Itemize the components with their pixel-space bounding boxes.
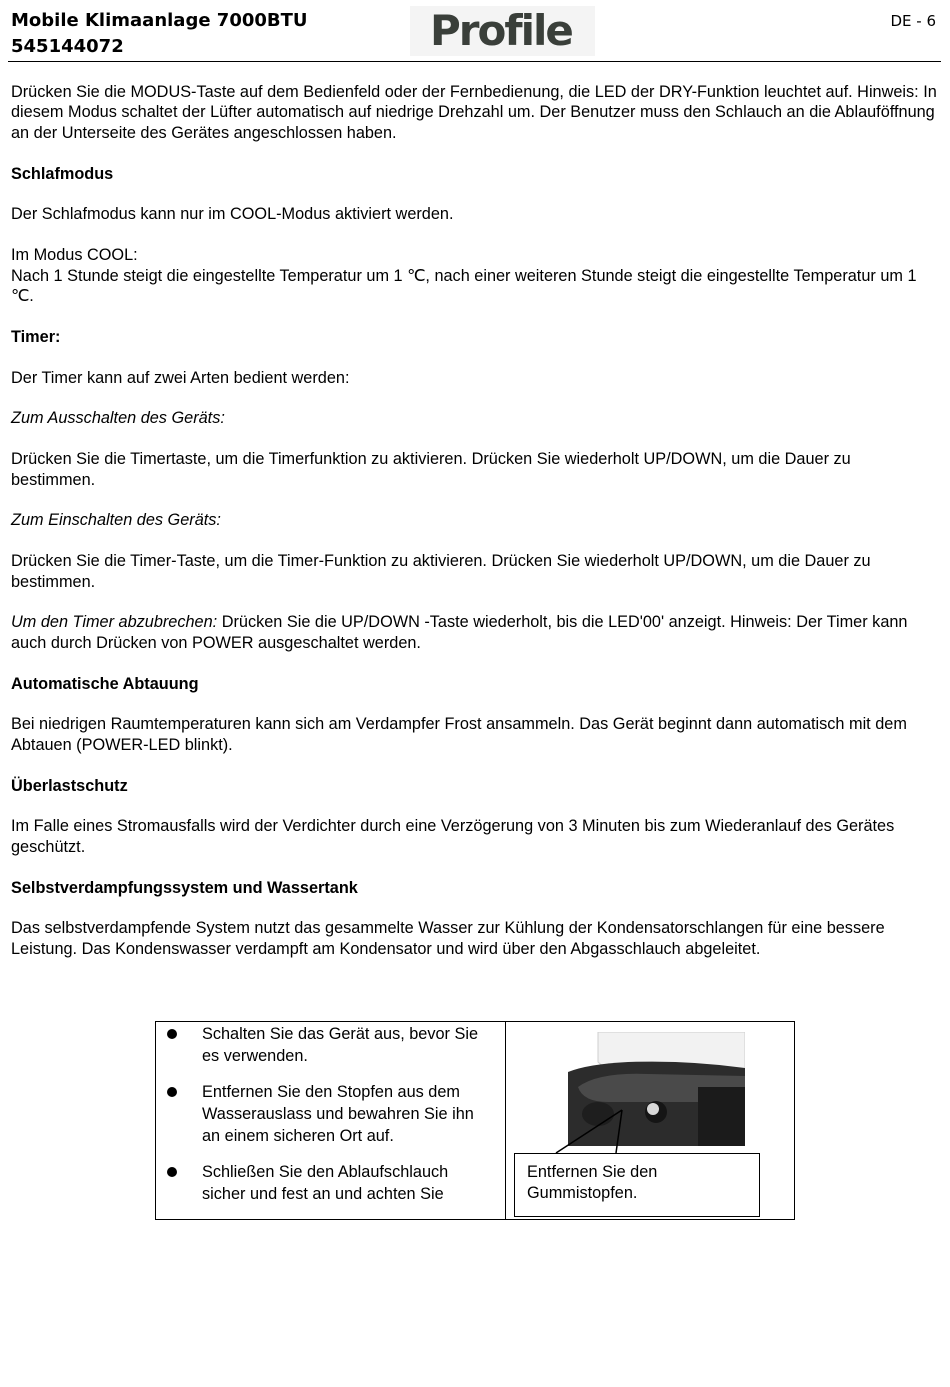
- paragraph-overload: Im Falle eines Stromausfalls wird der Verdichter durch eine Verzögerung von 3 Minuten bis zum Wiederanlauf des Gerätes geschützt.: [11, 817, 895, 856]
- logo-text: Profile: [430, 6, 572, 55]
- list-item-text: Entfernen Sie den Stopfen aus dem Wasserauslass und bewahren Sie ihn an einem sicheren Ort auf.: [202, 1083, 474, 1145]
- title-article-number: 545144072: [11, 36, 124, 57]
- list-item-text: Schalten Sie das Gerät aus, bevor Sie es verwenden.: [202, 1025, 479, 1065]
- heading-overload: Überlastschutz: [11, 776, 128, 795]
- title-product: Mobile Klimaanlage 7000BTU: [11, 10, 308, 31]
- paragraph-switch-off: Drücken Sie die Timertaste, um die Timerfunktion zu aktivieren. Drücken Sie wiederholt UP/DOWN, um die Dauer zu bestimmen.: [11, 450, 851, 489]
- photo-caption: [514, 1153, 760, 1217]
- header-rule: [8, 61, 941, 62]
- paragraph-self-evaporation: Das selbstverdampfende System nutzt das gesammelte Wasser zur Kühlung der Kondensatorschlangen für eine bessere Leistung. Das Kondenswasser verdampft am Kondensator und wird über den Abgasschlauch abgeleitet.: [11, 919, 885, 958]
- paragraph-cancel-timer: [11, 612, 939, 653]
- paragraph-switch-on: Drücken Sie die Timer-Taste, um die Timer-Funktion zu aktivieren. Drücken Sie wiederholt UP/DOWN, um die Dauer zu bestimmen.: [11, 552, 871, 591]
- cool-mode-label: Im Modus COOL:: [11, 246, 138, 265]
- subheading-switch-on: Zum Einschalten des Geräts:: [11, 511, 221, 530]
- cool-mode-text: Nach 1 Stunde steigt die eingestellte Temperatur um 1 ℃, nach einer weiteren Stunde steigt die eingestellte Temperatur um 1 ℃.: [11, 266, 917, 306]
- drain-instructions-box: [155, 1021, 795, 1220]
- heading-sleep-mode: Schlafmodus: [11, 164, 114, 183]
- paragraph-defrost: Bei niedrigen Raumtemperaturen kann sich am Verdampfer Frost ansammeln. Das Gerät beginnt dann automatisch mit dem Abtauen (POWER-LED blinkt).: [11, 715, 907, 754]
- paragraph-timer: Der Timer kann auf zwei Arten bedient werden:: [11, 368, 350, 387]
- document-title: [11, 8, 308, 60]
- subheading-switch-off: Zum Ausschalten des Geräts:: [11, 409, 225, 428]
- paragraph-sleep-mode: Der Schlafmodus kann nur im COOL-Modus aktiviert werden.: [11, 205, 454, 224]
- page-number: DE - 6: [890, 12, 936, 30]
- paragraph-cool-mode: [11, 245, 939, 306]
- cancel-timer-label: Um den Timer abzubrechen:: [11, 613, 218, 632]
- brand-logo: [410, 6, 595, 56]
- heading-defrost: Automatische Abtauung: [11, 674, 199, 693]
- heading-timer: Timer:: [11, 327, 61, 346]
- heading-self-evaporation: Selbstverdampfungssystem und Wassertank: [11, 878, 358, 897]
- list-item-text: Schließen Sie den Ablaufschlauch sicher und fest an und achten Sie: [202, 1163, 449, 1203]
- cancel-timer-text: Drücken Sie die UP/DOWN -Taste wiederholt, bis die LED'00' anzeigt. Hinweis: Der Timer kann auch durch Drücken von POWER ausgeschaltet werden.: [11, 613, 908, 652]
- caption-text: Entfernen Sie den Gummistopfen.: [527, 1163, 658, 1202]
- page-header: [0, 0, 950, 62]
- document-body: [11, 82, 939, 980]
- paragraph-dry-mode: Drücken Sie die MODUS-Taste auf dem Bedienfeld oder der Fernbedienung, die LED der DRY-Funktion leuchtet auf. Hinweis: In diesem Modus schaltet der Lüfter automatisch auf niedrige Drehzahl um. Der Benutzer muss den Schlauch an die Ablauföffnung an der Unterseite des Gerätes angeschlossen haben.: [11, 83, 937, 142]
